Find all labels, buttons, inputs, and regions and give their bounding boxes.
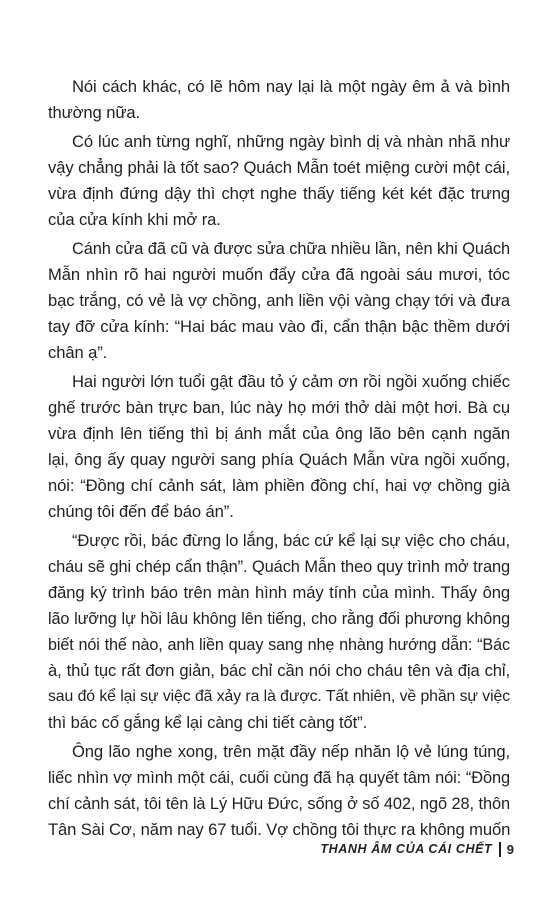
running-footer	[320, 838, 514, 860]
page-number: 9	[506, 841, 514, 857]
text-line: vừa định đứng dậy thì chợt nghe thấy tiếng két két đặc trưng	[48, 184, 510, 203]
text-line: Ông lão nghe xong, trên mặt đầy nếp nhăn lộ vẻ lúng túng,	[72, 742, 510, 761]
text-line: bạc trắng, có vẻ là vợ chồng, anh liền vội vàng chạy tới và đưa	[48, 291, 510, 310]
text-line: chân ạ”.	[48, 343, 108, 362]
text-line: vậy chẳng phải là tốt sao? Quách Mẫn toét miệng cười một cái,	[48, 158, 510, 177]
text-line: ghế trước bàn trực ban, lúc này họ mới thở dài một hơi. Bà cụ	[48, 398, 510, 417]
text-line: Mẫn nhìn rõ hai người muốn đẩy cửa đã ngoài sáu mươi, tóc	[48, 265, 510, 284]
text-line: sau đó kể lại sự việc đã xảy ra là được. Tất nhiên, về phần sự việc	[48, 688, 510, 705]
text-line: biết nói thế nào, anh liền quay sang nhẹ nhàng hướng dẫn: “Bác	[48, 636, 510, 654]
text-line: Hai người lớn tuổi gật đầu tỏ ý cảm ơn rồi ngồi xuống chiếc	[72, 372, 510, 391]
text-line: đăng ký trình báo trên màn hình máy tính của mình. Thấy ông	[48, 583, 510, 602]
text-line: lão lưỡng lự hồi lâu không lên tiếng, cho rằng đối phương không	[48, 610, 510, 628]
text-line: Tân Sài Cơ, năm nay 67 tuổi. Vợ chồng tôi thực ra không muốn	[48, 820, 511, 839]
text-line: tay đỡ cửa kính: “Hai bác mau vào đi, cẩn thận bậc thềm dưới	[48, 317, 510, 336]
footer-divider	[499, 842, 501, 857]
text-line: Cánh cửa đã cũ và được sửa chữa nhiều lần, nên khi Quách	[72, 240, 510, 258]
text-line: chí cảnh sát, tôi tên là Lý Hữu Đức, sống ở số 402, ngõ 28, thôn	[48, 795, 510, 813]
book-title: THANH ÂM CỦA CÁI CHẾT	[320, 842, 493, 856]
text-line: thì bác cố gắng kể lại càng chi tiết càng tốt”.	[48, 713, 368, 732]
text-line: vừa định lên tiếng thì bị ánh mắt của ông lão bên cạnh ngăn	[48, 424, 510, 443]
text-line: chúng tôi đến để báo án”.	[48, 502, 234, 521]
text-line: “Được rồi, bác đừng lo lắng, bác cứ kể lại sự việc cho cháu,	[72, 531, 510, 550]
text-line: nói: “Đồng chí cảnh sát, làm phiền đồng chí, hai vợ chồng già	[48, 476, 510, 495]
text-line: của cửa kính khi mở ra.	[48, 210, 221, 229]
text-line: thường nữa.	[48, 103, 140, 122]
text-line: cháu sẽ ghi chép cẩn thận”. Quách Mẫn theo quy trình mở trang	[48, 558, 510, 576]
text-line: lại, ông ấy quay người sang phía Quách Mẫn vừa ngồi xuống,	[48, 450, 510, 469]
text-line: à, thủ tục rất đơn giản, bác chỉ cần nói cho cháu tên và địa chỉ,	[48, 661, 510, 680]
text-line: Có lúc anh từng nghĩ, những ngày bình dị và nhàn nhã như	[72, 132, 510, 151]
text-line: liếc nhìn vợ mình một cái, cuối cùng đã hạ quyết tâm nói: “Đồng	[48, 769, 510, 787]
text-line: Nói cách khác, có lẽ hôm nay lại là một ngày êm ả và bình	[72, 77, 510, 96]
